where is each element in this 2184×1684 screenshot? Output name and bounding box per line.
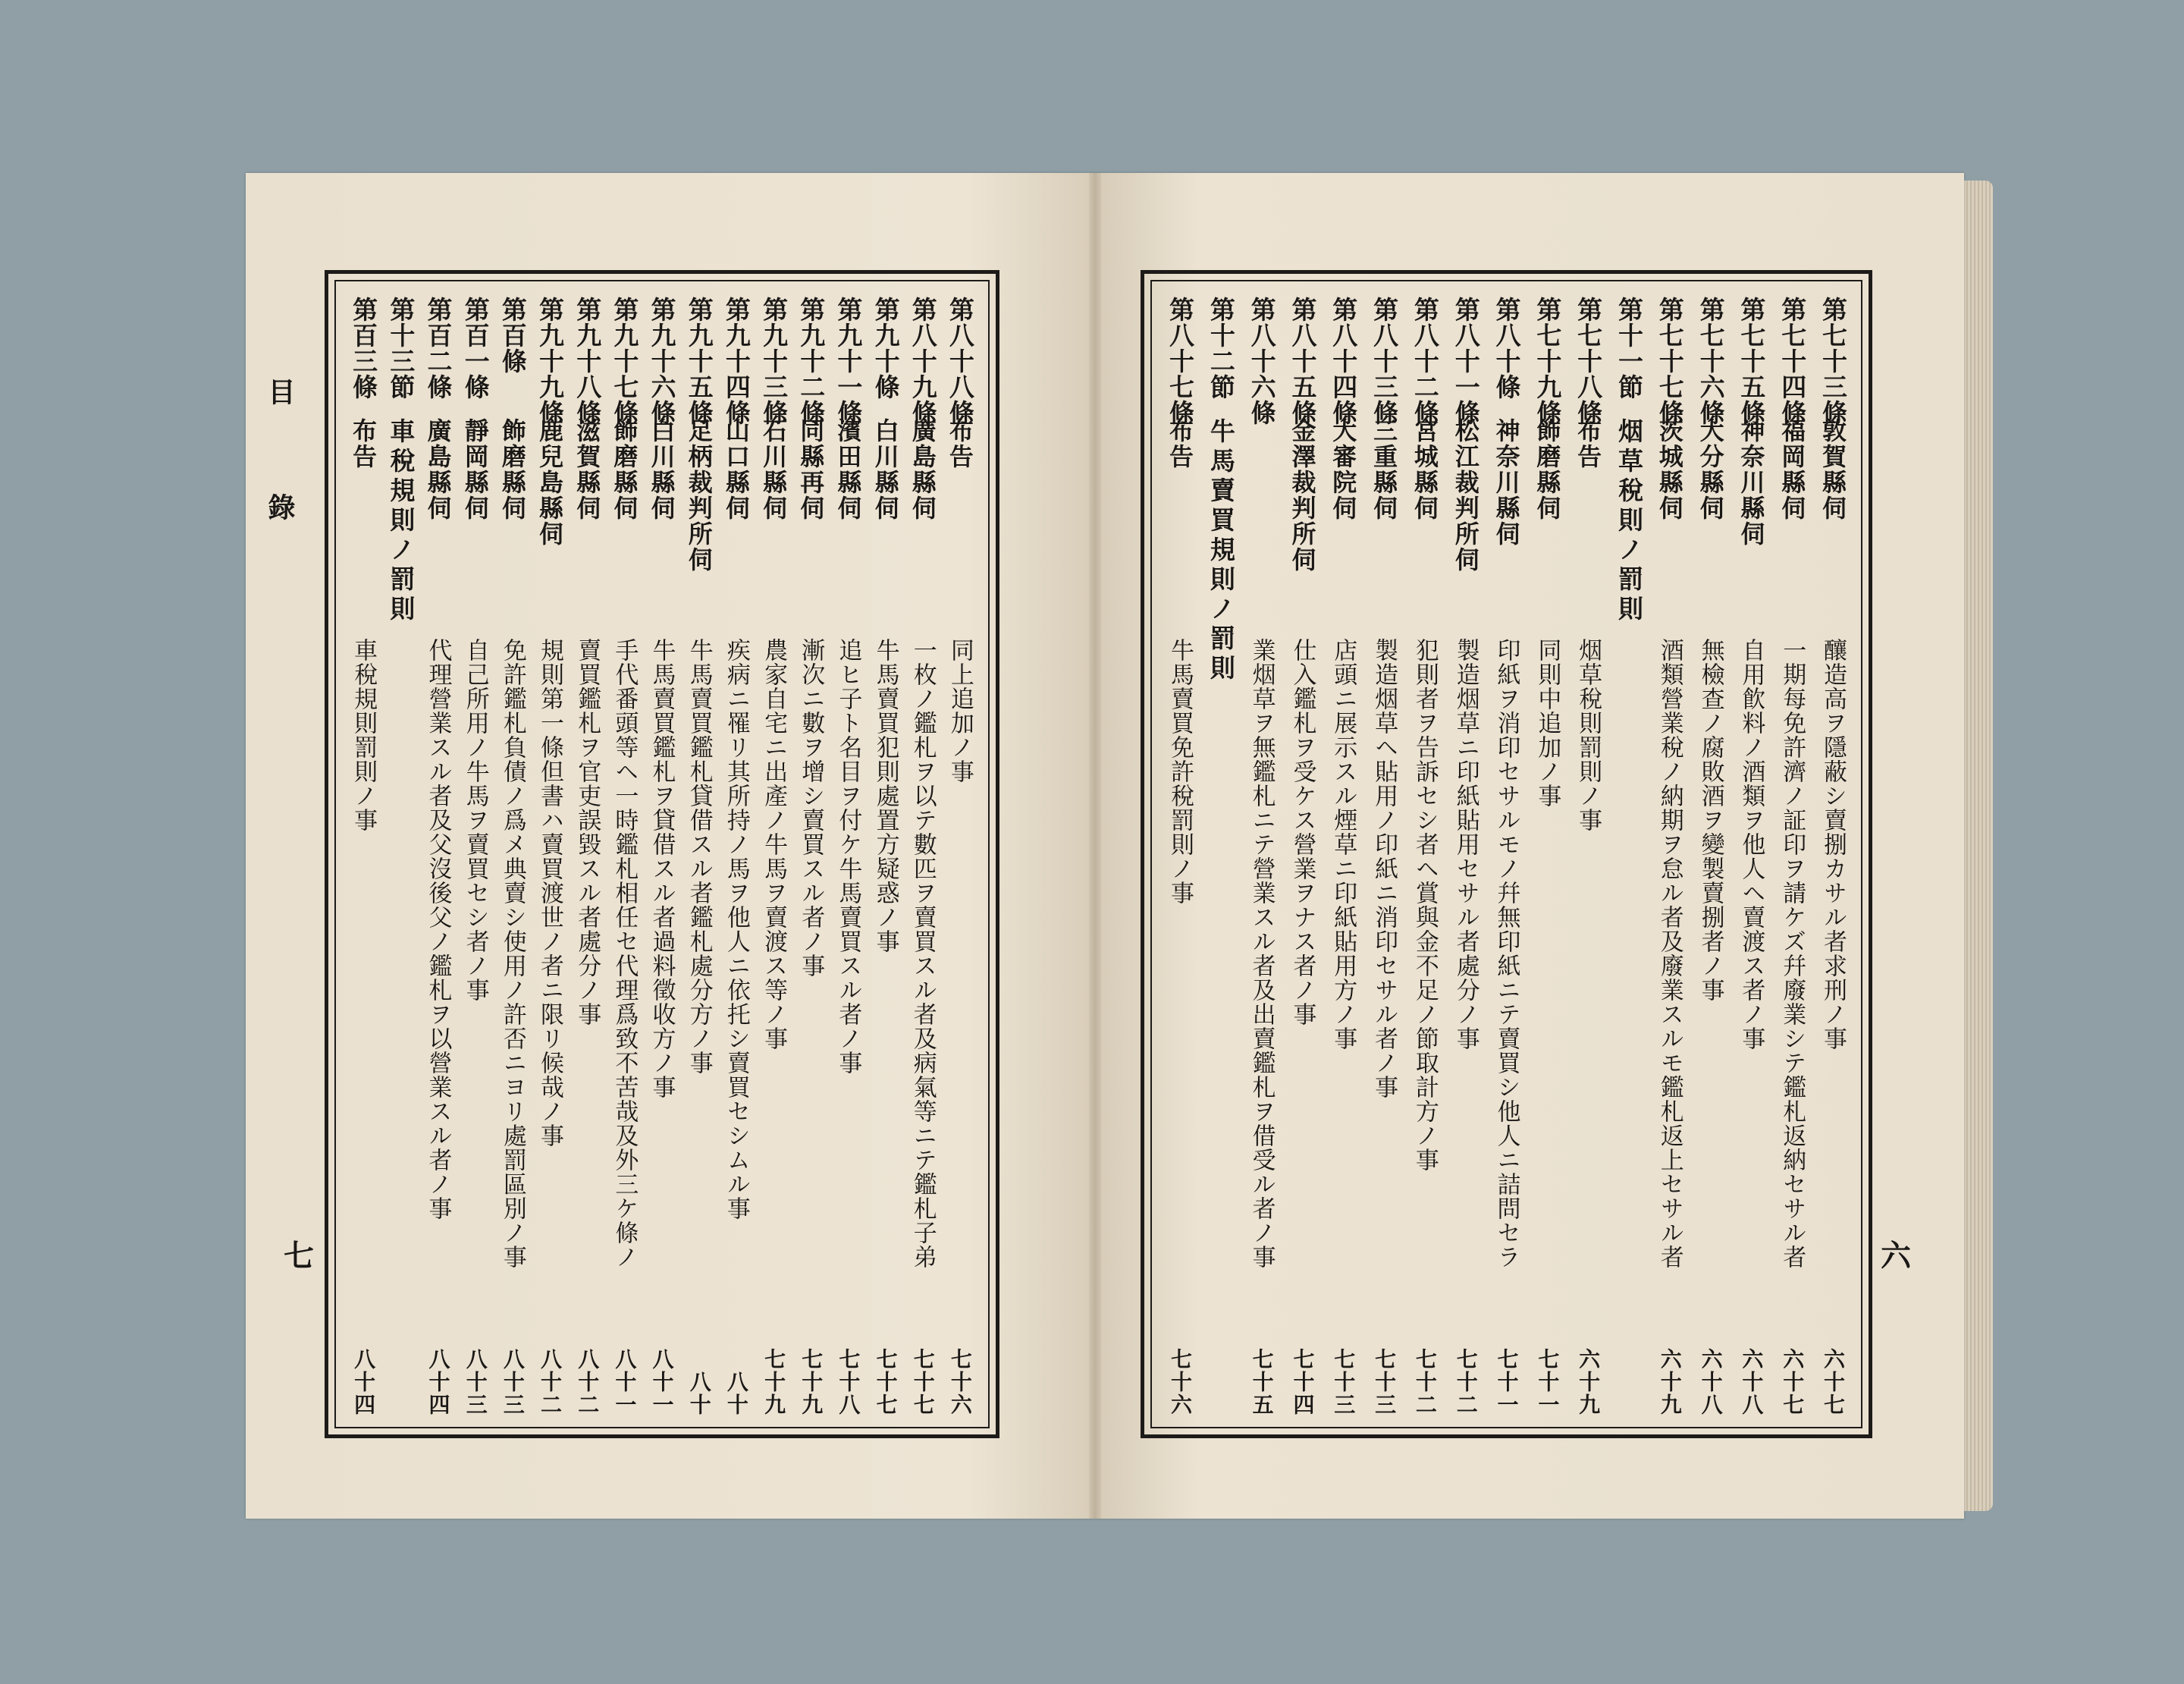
contents-entry [681, 297, 718, 1416]
article-number: 第七十六條 [1696, 297, 1726, 426]
entry-description: 業烟草ヲ無鑑札ニテ營業スル者及出賣鑑札ヲ借受ル者ノ事 [1247, 638, 1276, 1269]
article-number: 第百三條 [349, 297, 379, 400]
contents-entry [1283, 297, 1321, 1416]
contents-frame [1141, 270, 1872, 1438]
entry-description: 牛馬賣買鑑札ヲ貸借スル者過料徵收方ノ事 [648, 638, 676, 1099]
entry-source: 廣島縣伺 [423, 418, 453, 521]
page-reference: 七十六 [947, 1348, 973, 1416]
page-reference: 八十四 [351, 1348, 377, 1416]
article-number: 第八十一條 [1451, 297, 1481, 426]
page-reference: 八十 [686, 1371, 712, 1416]
entry-source: 神奈川縣伺 [1492, 418, 1521, 547]
entry-source: 飾磨縣伺 [497, 418, 527, 521]
contents-entry [643, 297, 680, 1416]
contents-entry [1488, 297, 1526, 1416]
entry-description: 酒類營業稅ノ納期ヲ怠ル者及廢業スルモ鑑札返上セサル者 [1655, 638, 1684, 1269]
page-reference: 六十七 [1780, 1348, 1806, 1416]
page-reference: 七十七 [873, 1348, 899, 1416]
contents-entry [1651, 297, 1689, 1416]
contents-columns [1161, 297, 1852, 1416]
page-reference: 八十四 [425, 1348, 451, 1416]
contents-columns [345, 297, 979, 1416]
entry-description: 店頭ニ展示スル煙草ニ印紙貼用方ノ事 [1329, 638, 1357, 1051]
article-number: 第百一條 [460, 297, 491, 400]
contents-entry [905, 297, 942, 1416]
article-number: 第百條 [497, 297, 528, 374]
entry-description: 無檢查ノ腐敗酒ヲ變製賣捌者ノ事 [1696, 638, 1724, 1002]
page-reference: 七十九 [761, 1348, 787, 1416]
article-number: 第九十八條 [573, 297, 603, 426]
page-reference: 六十九 [1576, 1348, 1602, 1416]
contents-entry [1814, 297, 1852, 1416]
contents-entry [345, 297, 382, 1416]
running-head: 目 錄 [264, 378, 296, 551]
entry-source: 鹿兒島縣伺 [535, 418, 565, 547]
entry-source: 石川縣伺 [759, 418, 789, 521]
entry-description: 免許鑑札負債ノ爲メ典賣シ使用ノ許否ニヨリ處罰區別ノ事 [498, 638, 526, 1269]
article-number: 第八十六條 [1247, 297, 1277, 426]
entry-description: 手代番頭等ヘ一時鑑札相任セ代理爲致不苦哉及外三ケ條ノ [610, 638, 639, 1269]
page-reference: 七十八 [836, 1348, 861, 1416]
entry-description: 一期每免許濟ノ証印ヲ請ケズ幷廢業シテ鑑札返納セサル者 [1778, 638, 1806, 1269]
article-number: 第七十三條 [1818, 297, 1848, 426]
article-number: 第九十四條 [721, 297, 752, 426]
right-page [1095, 173, 1964, 1519]
entry-description: 一枚ノ鑑札ヲ以テ數匹ヲ賣買スル者及病氣等ニテ鑑札子弟 [908, 638, 937, 1269]
entry-description: 仕入鑑札ヲ受ケス營業ヲナス者ノ事 [1288, 638, 1316, 1026]
entry-description: 漸次ニ數ヲ增シ賣買スル者ノ事 [797, 638, 825, 978]
page-reference: 七十三 [1331, 1348, 1357, 1416]
entry-description: 製造烟草ニ印紙貼用セサル者處分ノ事 [1451, 638, 1480, 1051]
contents-entry [1243, 297, 1281, 1416]
entry-description: 釀造高ヲ隱蔽シ賣捌カサル者求刑ノ事 [1819, 638, 1847, 1051]
contents-entry [1365, 297, 1403, 1416]
entry-description: 車稅規則罰則ノ事 [350, 638, 378, 832]
page-reference: 八十二 [575, 1348, 601, 1416]
entry-source: 靜岡縣伺 [460, 418, 490, 521]
entry-description: 賣買鑑札ヲ官吏誤毀スル者處分ノ事 [573, 638, 601, 1026]
contents-entry [867, 297, 904, 1416]
article-number: 第七十九條 [1533, 297, 1563, 426]
contents-entry [755, 297, 792, 1416]
entry-description: 同上追加ノ事 [946, 638, 974, 784]
article-number: 第百二條 [423, 297, 453, 400]
contents-entry [532, 297, 569, 1416]
contents-entry [606, 297, 643, 1416]
entry-source: 飾磨縣伺 [610, 418, 639, 521]
entry-description: 烟草稅則罰則ノ事 [1574, 638, 1602, 832]
entry-description: 同則中追加ノ事 [1533, 638, 1561, 808]
entry-source: 廣島縣伺 [908, 418, 937, 521]
section-title: 牛馬賣買規則ノ罰則 [1206, 418, 1236, 684]
entry-description: 牛馬賣買免許稅罰則ノ事 [1166, 638, 1194, 905]
article-number: 第九十條 [871, 297, 901, 400]
contents-entry [1773, 297, 1811, 1416]
article-number: 第七十五條 [1737, 297, 1767, 426]
section-heading [1202, 297, 1240, 1416]
article-number: 第七十七條 [1655, 297, 1685, 426]
page-reference: 八十一 [612, 1348, 638, 1416]
page-reference: 八十一 [649, 1348, 675, 1416]
section-title: 車稅規則ノ罰則 [386, 418, 416, 625]
article-number: 第九十一條 [833, 297, 864, 426]
contents-entry [1406, 297, 1444, 1416]
section-title: 烟草稅則ノ罰則 [1614, 418, 1644, 625]
entry-source: 白川縣伺 [647, 418, 676, 521]
page-reference: 六十九 [1657, 1348, 1683, 1416]
article-number: 第八十四條 [1329, 297, 1359, 426]
page-edges [1964, 181, 1993, 1511]
contents-entry [792, 297, 830, 1416]
page-reference: 八十三 [463, 1348, 488, 1416]
entry-source: 布告 [945, 418, 974, 470]
contents-frame [325, 270, 999, 1438]
article-number: 第八十三條 [1370, 297, 1400, 426]
entry-source: 三重縣伺 [1370, 418, 1399, 521]
entry-description: 牛馬賣買犯則處置方疑惑ノ事 [871, 638, 899, 954]
article-number: 第九十三條 [759, 297, 789, 426]
article-number: 第九十七條 [610, 297, 640, 426]
entry-source: 神奈川縣伺 [1737, 418, 1766, 547]
entry-source: 福岡縣伺 [1778, 418, 1807, 521]
section-number: 第十一節 [1614, 297, 1644, 400]
contents-entry [419, 297, 457, 1416]
page-reference: 七十三 [1372, 1348, 1398, 1416]
article-number: 第八十八條 [945, 297, 975, 426]
contents-entry [569, 297, 606, 1416]
page-folio: 六 [1881, 1238, 1911, 1274]
entry-description: 農家自宅ニ出產ノ牛馬ヲ賣渡ス等ノ事 [760, 638, 788, 1051]
entry-source: 布告 [349, 418, 378, 470]
entry-source: 大分縣伺 [1696, 418, 1725, 521]
article-number: 第七十八條 [1574, 297, 1604, 426]
article-number: 第八十九條 [908, 297, 938, 426]
page-reference: 八十二 [538, 1348, 563, 1416]
article-number: 第九十二條 [796, 297, 827, 426]
article-number: 第八十五條 [1288, 297, 1318, 426]
contents-entry [718, 297, 755, 1416]
page-reference: 七十九 [799, 1348, 824, 1416]
contents-entry [1161, 297, 1199, 1416]
page-reference: 六十八 [1698, 1348, 1724, 1416]
article-number: 第八十二條 [1410, 297, 1440, 426]
page-reference: 六十七 [1821, 1348, 1846, 1416]
entry-source: 同縣再伺 [796, 418, 826, 521]
page-reference: 六十八 [1739, 1348, 1765, 1416]
contents-entry [1732, 297, 1770, 1416]
section-number: 第十三節 [386, 297, 416, 400]
entry-description: 製造烟草ヘ貼用ノ印紙ニ消印セサル者ノ事 [1370, 638, 1398, 1099]
section-heading [382, 297, 419, 1416]
entry-description: 自己所用ノ牛馬ヲ賣買セシ者ノ事 [461, 638, 489, 1002]
left-page [246, 173, 1095, 1519]
entry-description: 代理營業スル者及父沒後父ノ鑑札ヲ以營業スル者ノ事 [424, 638, 452, 1221]
entry-source: 宮城縣伺 [1410, 418, 1439, 521]
contents-entry [1569, 297, 1607, 1416]
article-number: 第九十五條 [684, 297, 714, 426]
page-reference: 八十 [723, 1371, 749, 1416]
section-heading [1610, 297, 1648, 1416]
article-number: 第七十四條 [1778, 297, 1808, 426]
section-number: 第十二節 [1206, 297, 1236, 400]
entry-description: 自用飮料ノ酒類ヲ他人ヘ賣渡ス者ノ事 [1737, 638, 1765, 1051]
page-reference: 七十二 [1412, 1348, 1438, 1416]
contents-entry [1692, 297, 1730, 1416]
page-reference: 七十六 [1168, 1348, 1193, 1416]
entry-description: 追ヒ子ト名目ヲ付ケ牛馬賣買スル者ノ事 [834, 638, 862, 1075]
entry-source: 飾磨縣伺 [1533, 418, 1562, 521]
entry-source: 大審院伺 [1329, 418, 1358, 521]
article-number: 第八十七條 [1166, 297, 1195, 426]
page-folio: 七 [284, 1238, 314, 1274]
page-reference: 七十五 [1249, 1348, 1275, 1416]
entry-description: 犯則者ヲ告訴セシ者ヘ賞與金不足ノ節取計方ノ事 [1410, 638, 1439, 1172]
entry-source: 布告 [1166, 418, 1194, 470]
article-number: 第八十條 [1492, 297, 1522, 400]
contents-entry [1528, 297, 1566, 1416]
article-number: 第九十九條 [535, 297, 566, 426]
contents-entry [942, 297, 979, 1416]
page-reference: 七十一 [1494, 1348, 1520, 1416]
book-spine [1089, 173, 1101, 1519]
entry-source: 濱田縣伺 [833, 418, 863, 521]
entry-description: 規則第一條但書ハ賣買渡世ノ者ニ限リ候哉ノ事 [536, 638, 564, 1148]
entry-source: 布告 [1574, 418, 1603, 470]
entry-description: 疾病ニ罹リ其所持ノ馬ヲ他人ニ依托シ賣買セシムル事 [722, 638, 750, 1221]
page-reference: 七十二 [1453, 1348, 1479, 1416]
article-number: 第九十六條 [647, 297, 677, 426]
contents-entry [1447, 297, 1485, 1416]
page-reference: 八十三 [500, 1348, 526, 1416]
page-reference: 七十七 [910, 1348, 936, 1416]
contents-entry [494, 297, 532, 1416]
entry-description: 印紙ヲ消印セサルモノ幷無印紙ニテ賣買シ他人ニ詰問セラ [1492, 638, 1520, 1269]
page-reference: 七十四 [1290, 1348, 1316, 1416]
contents-entry [1324, 297, 1362, 1416]
page-reference: 七十一 [1535, 1348, 1561, 1416]
entry-source: 足柄裁判所伺 [684, 418, 714, 573]
entry-source: 滋賀縣伺 [573, 418, 602, 521]
entry-source: 金澤裁判所伺 [1288, 418, 1317, 573]
contents-entry [457, 297, 494, 1416]
entry-source: 茨城縣伺 [1655, 418, 1684, 521]
entry-source: 松江裁判所伺 [1451, 418, 1480, 573]
entry-source: 山口縣伺 [721, 418, 751, 521]
entry-source: 敦賀縣伺 [1818, 418, 1847, 521]
entry-description: 牛馬賣買鑑札貸借スル者鑑札處分方ノ事 [685, 638, 713, 1075]
entry-source: 白川縣伺 [871, 418, 900, 521]
contents-entry [830, 297, 867, 1416]
